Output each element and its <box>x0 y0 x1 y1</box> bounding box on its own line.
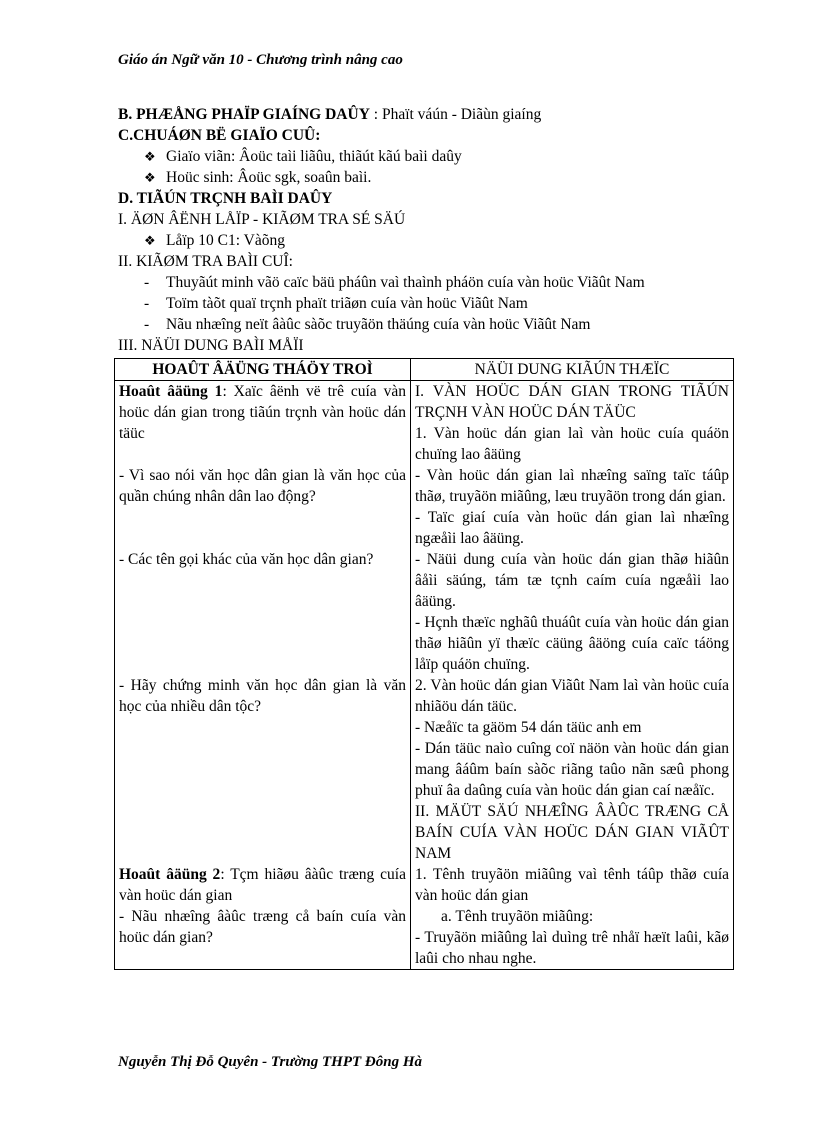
teacher-student-column <box>115 381 411 970</box>
content-subitem: a. Tênh truyãön miãûng: <box>441 908 594 925</box>
content-column <box>411 381 734 970</box>
section-b <box>118 104 738 125</box>
content-paragraph: - Näüi dung cuía vàn hoüc dán gian thãø hiãûn âåìi säúng, tám tæ tçnh caím cuía ngæåìi lao âäüng. <box>415 551 729 610</box>
question-3: - Hãy chứng minh văn học dân gian là văn học của nhiều dân tộc? <box>119 677 406 715</box>
content-paragraph: - Taïc giaí cuía vàn hoüc dán gian laì nhæîng ngæåìi lao âäüng. <box>415 509 729 547</box>
list-item: - Toïm tàõt quaï trçnh phaït triãøn cuía vàn hoüc Viãût Nam <box>144 295 528 312</box>
list-item: - Thuyãút minh vãö caïc bäü pháûn vaì thaình pháön cuía vàn hoüc Viãût Nam <box>144 274 645 291</box>
table-row <box>115 381 734 970</box>
content-paragraph: 2. Vàn hoüc dán gian Viãût Nam laì vàn hoüc cuía nhiãöu dán täüc. <box>415 677 729 715</box>
section-b-text: : Phaït váún - Diãùn giaíng <box>369 106 542 123</box>
activity-2: Hoaût âäüng 2: Tçm hiãøu âàûc træng cuía vàn hoüc dán gian <box>119 866 406 904</box>
content-heading-1: I. VÀN HOÜC DÁN GIAN TRONG TIÃÚN TRÇNH VÀN HOÜC DÁN TÄÜC <box>415 383 729 421</box>
lesson-outline <box>118 104 738 356</box>
content-paragraph: 1. Tênh truyãön miãûng vaì tênh táûp thãø cuía vàn hoüc dán gian <box>415 866 729 904</box>
section-b-title: B. PHÆÅNG PHAÏP GIAÍNG DAÛY <box>118 106 370 123</box>
list-item: ❖ Låïp 10 C1: Vàõng <box>144 232 285 249</box>
section-ii-title: II. KIÃØM TRA BAÌI CUÎ: <box>118 253 293 270</box>
section-c-title: C.CHUÁØN BË GIAÏO CUÛ: <box>118 127 321 144</box>
content-paragraph: - Vàn hoüc dán gian laì nhæîng saïng taïc táûp thãø, truyãön miãûng, læu truyãön trong dán gian. <box>415 467 729 505</box>
table-header-left: HOAÛT ÂÄÜNG THÁÖY TROÌ <box>115 359 411 381</box>
diamond-bullet-icon: ❖ <box>144 170 156 185</box>
content-heading-2: II. MÄÜT SÄÚ NHÆÎNG ÂÀÛC TRÆNG CÅ BAÍN CUÍA VÀN HOÜC DÁN GIAN VIÃÛT NAM <box>415 803 729 862</box>
content-paragraph: - Dán täüc naìo cuîng coï näön vàn hoüc dán gian mang âáûm baín sàõc riãng taûo nãn sæû phong phuï âa daûng cuía vàn hoüc dán gian caí næåïc. <box>415 740 729 799</box>
page-footer: Nguyễn Thị Đỗ Quyên - Trường THPT Đông Hà <box>118 1054 422 1070</box>
question-1: - Vì sao nói văn học dân gian là văn học của quần chúng nhân dân lao động? <box>119 467 406 505</box>
activity-1: Hoaût âäüng 1: Xaïc âënh vë trê cuía vàn hoüc dán gian trong tiãún trçnh vàn hoüc dán täüc <box>119 383 406 442</box>
content-paragraph: - Hçnh thæïc nghãû thuáût cuía vàn hoüc dán gian thãø hiãûn yï thæïc cäüng âäöng cuía caïc táöng låïp quáön chuïng. <box>415 614 729 673</box>
table-header-right: NÄÜI DUNG KIÃÚN THÆÏC <box>411 359 734 381</box>
content-paragraph: - Truyãön miãûng laì duìng trê nhåï hæït laûi, kãø laûi cho nhau nghe. <box>415 929 729 967</box>
section-iii-title: III. NÄÜI DUNG BAÌI MÅÏI <box>118 337 304 354</box>
list-item: ❖ Giaïo viãn: Âoüc taìi liãûu, thiãút kãú baìi daûy <box>144 148 462 165</box>
content-paragraph: 1. Vàn hoüc dán gian laì vàn hoüc cuía quáön chuïng lao âäüng <box>415 425 729 463</box>
content-paragraph: - Næåïc ta gäöm 54 dán täüc anh em <box>415 719 642 736</box>
section-i-title: I. ÄØN ÂËNH LÅÏP - KIÃØM TRA SÉ SÄÚ <box>118 211 406 228</box>
lesson-table <box>114 358 734 970</box>
list-item: - Nãu nhæîng neït âàûc sàõc truyãön thäúng cuía vàn hoüc Viãût Nam <box>144 316 591 333</box>
list-item: ❖ Hoüc sinh: Âoüc sgk, soaûn baìi. <box>144 169 372 186</box>
diamond-bullet-icon: ❖ <box>144 149 156 164</box>
section-d-title: D. TIÃÚN TRÇNH BAÌI DAÛY <box>118 190 333 207</box>
question-2: - Các tên gọi khác của văn học dân gian? <box>119 551 374 568</box>
question-4: - Nãu nhæîng âàûc træng cå baín cuía vàn hoüc dán gian? <box>119 908 406 946</box>
table-header-row <box>115 359 734 381</box>
page-header: Giáo án Ngữ văn 10 - Chương trình nâng cao <box>118 52 403 68</box>
diamond-bullet-icon: ❖ <box>144 233 156 248</box>
